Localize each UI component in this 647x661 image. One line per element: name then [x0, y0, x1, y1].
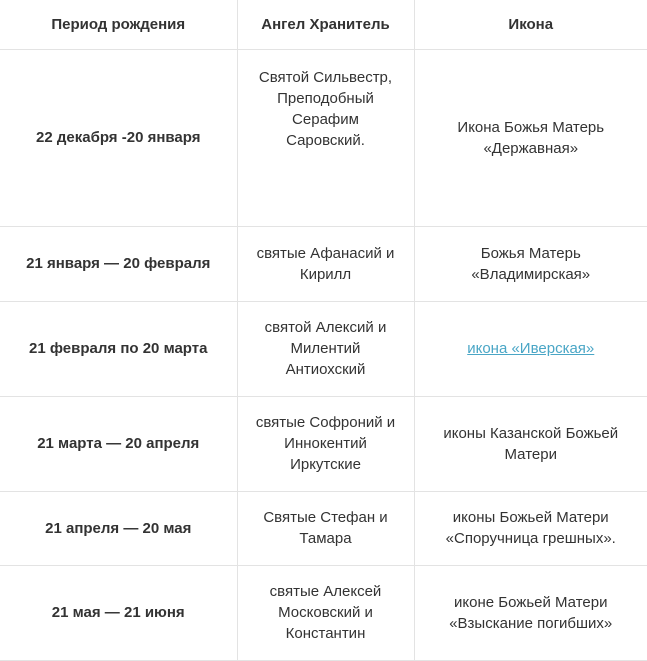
icon-cell: иконы Казанской Божьей Матери	[414, 396, 647, 491]
table-row	[0, 226, 647, 301]
table-header-row	[0, 0, 647, 49]
angel-text: Святой Сильвестр, Преподобный Серафим Саровский.	[258, 68, 393, 149]
angel-cell: святые Алексей Московский и Константин	[237, 565, 414, 660]
table-row	[0, 396, 647, 491]
period-cell: 22 декабря -20 января	[0, 49, 237, 226]
table-row	[0, 491, 647, 565]
table-row	[0, 49, 647, 226]
table-row	[0, 565, 647, 660]
angel-cell	[237, 49, 414, 226]
icon-cell: иконы Божьей Матери «Споручница грешных».	[414, 491, 647, 565]
table-row	[0, 301, 647, 396]
icon-cell	[414, 301, 647, 396]
header-icon: Икона	[414, 0, 647, 49]
period-cell: 21 января — 20 февраля	[0, 226, 237, 301]
iverskaya-icon-link[interactable]: икона «Иверская»	[467, 340, 595, 357]
period-cell: 21 мая — 21 июня	[0, 565, 237, 660]
period-cell: 21 февраля по 20 марта	[0, 301, 237, 396]
period-cell: 21 марта — 20 апреля	[0, 396, 237, 491]
header-angel: Ангел Хранитель	[237, 0, 414, 49]
icon-cell: иконе Божьей Матери «Взыскание погибших»	[414, 565, 647, 660]
icon-cell: Божья Матерь «Владимирская»	[414, 226, 647, 301]
angel-cell: святой Алексий и Милентий Антиохский	[237, 301, 414, 396]
angel-cell: святые Афанасий и Кирилл	[237, 226, 414, 301]
angel-cell: святые Софроний и Иннокентий Иркутские	[237, 396, 414, 491]
header-period: Период рождения	[0, 0, 237, 49]
period-cell: 21 апреля — 20 мая	[0, 491, 237, 565]
icon-cell: Икона Божья Матерь «Державная»	[414, 49, 647, 226]
angel-cell: Святые Стефан и Тамара	[237, 491, 414, 565]
